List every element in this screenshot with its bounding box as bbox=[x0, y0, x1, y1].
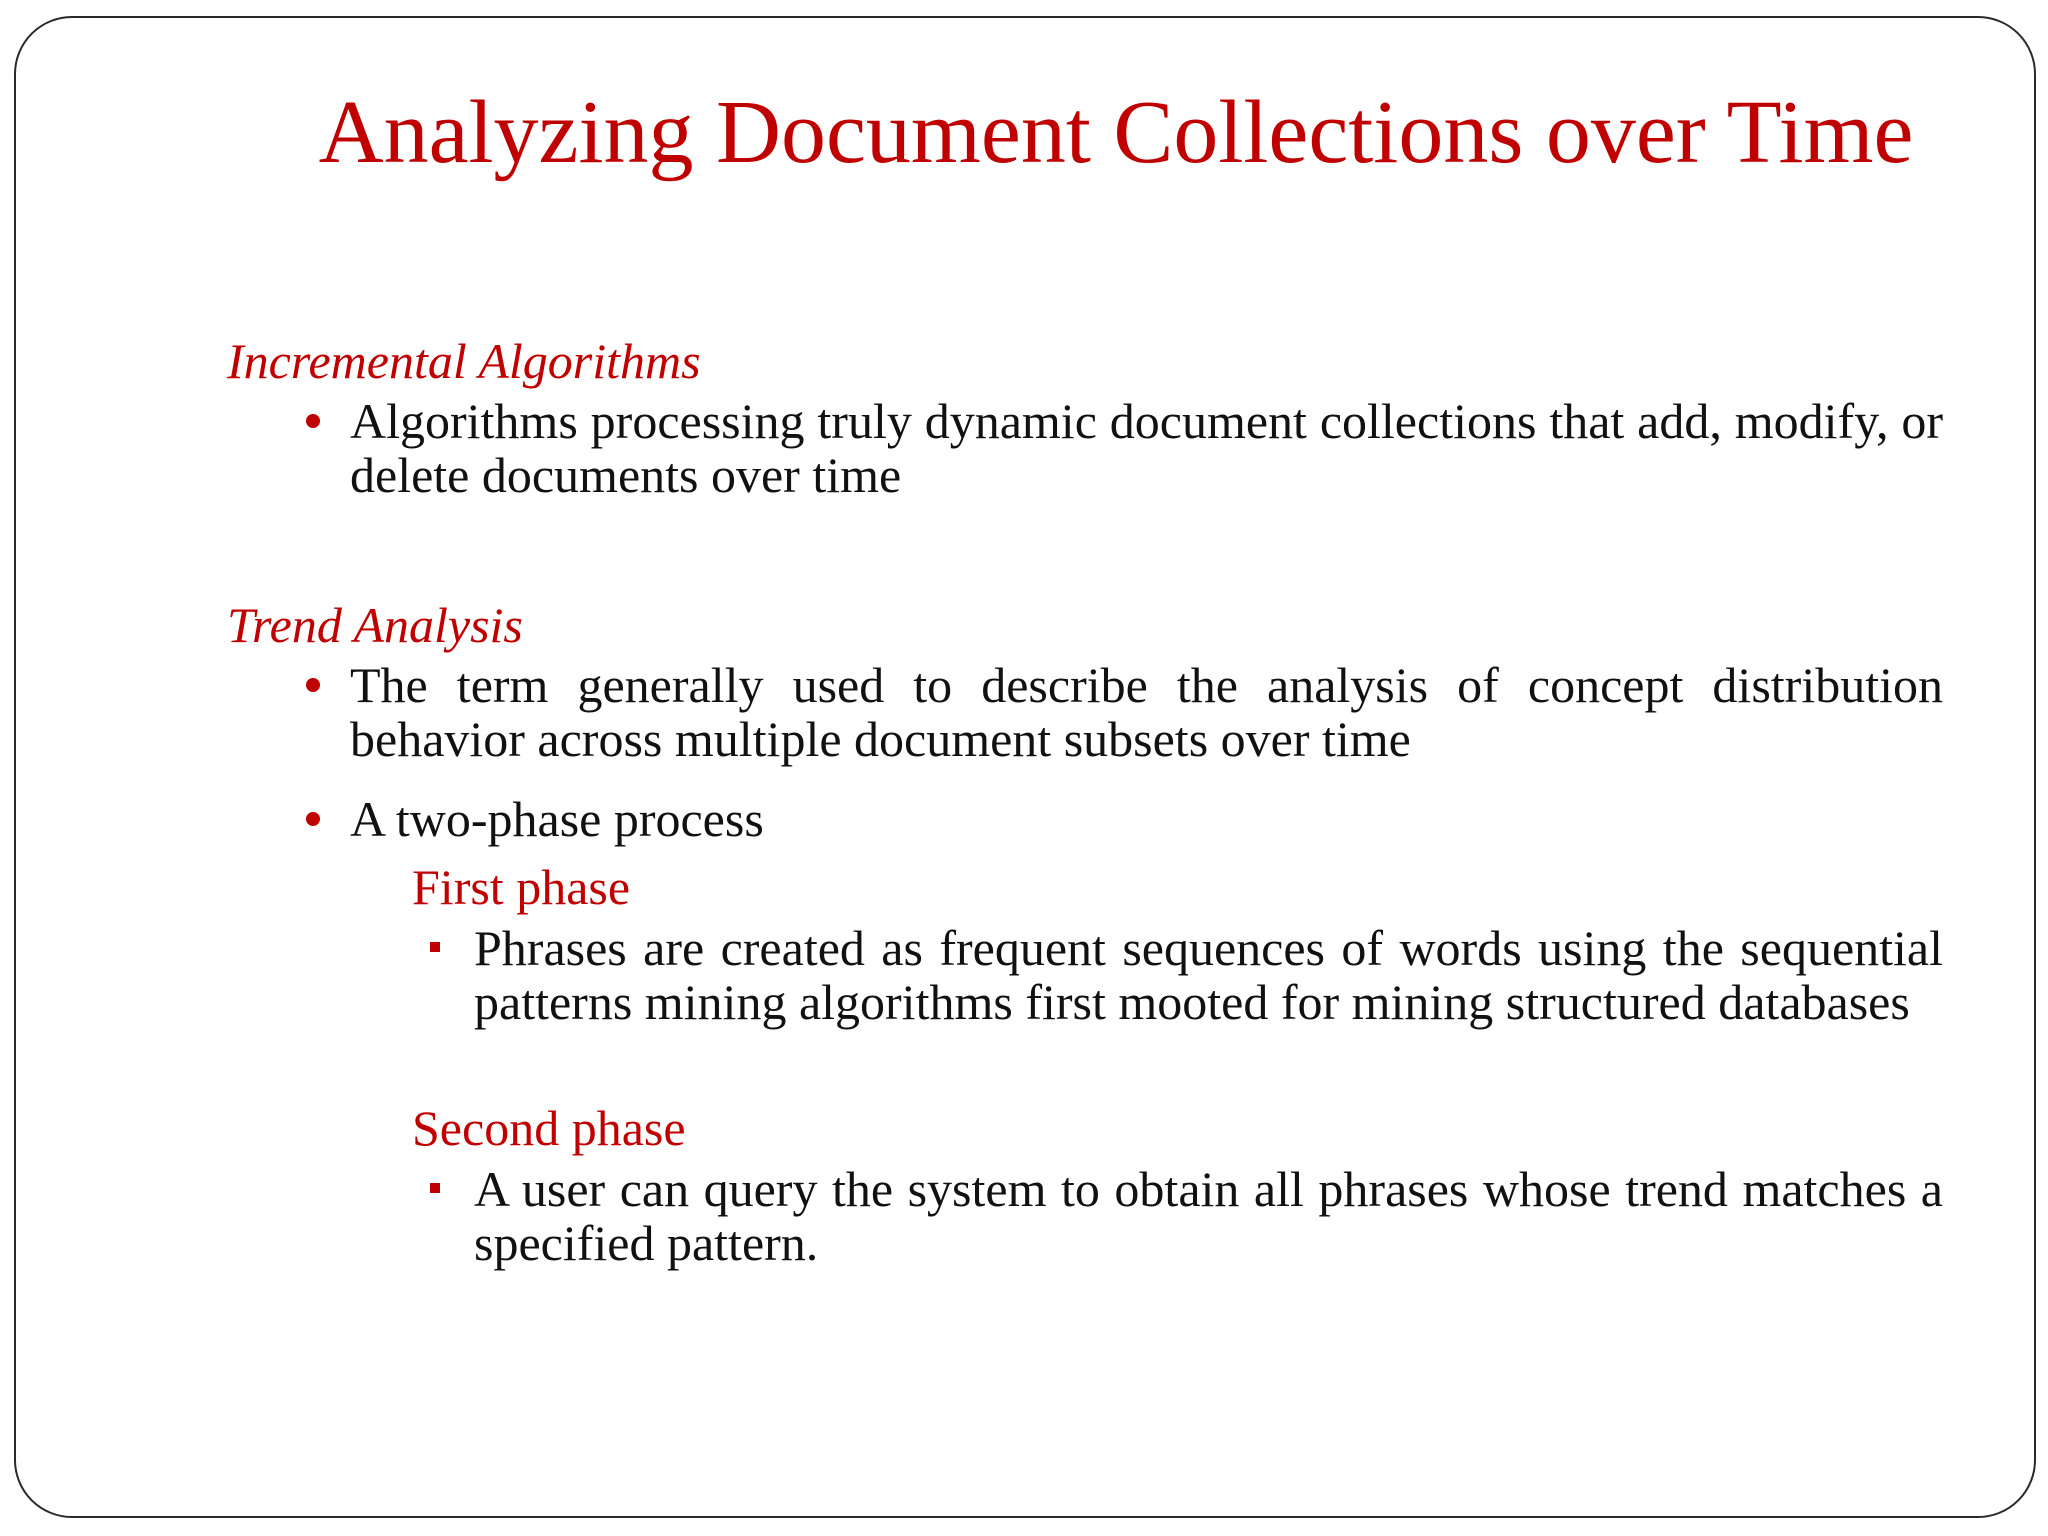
phase-heading-second: Second phase bbox=[412, 1100, 686, 1156]
phase-item-first: Phrases are created as frequent sequences of words using the sequential patterns mining algorithms first mooted for mining structured databases bbox=[474, 920, 1943, 1030]
section-heading-trend-analysis: Trend Analysis bbox=[227, 597, 523, 653]
bullet-trend-definition: The term generally used to describe the analysis of concept distribution behavior across multiple document subsets over time bbox=[350, 657, 1943, 767]
square-bullet-icon bbox=[430, 942, 440, 952]
bullet-incremental-algorithms: Algorithms processing truly dynamic document collections that add, modify, or delete documents over time bbox=[350, 393, 1943, 503]
slide-title: Analyzing Document Collections over Time bbox=[318, 83, 1914, 182]
bullet-dot-icon bbox=[306, 812, 320, 826]
bullet-dot-icon bbox=[306, 414, 320, 428]
phase-heading-first: First phase bbox=[412, 859, 631, 915]
square-bullet-icon bbox=[430, 1183, 440, 1193]
slide-frame bbox=[14, 16, 2036, 1518]
bullet-two-phase: A two-phase process bbox=[350, 791, 764, 847]
phase-item-second: A user can query the system to obtain all phrases whose trend matches a specified pattern. bbox=[474, 1161, 1943, 1271]
section-heading-incremental: Incremental Algorithms bbox=[227, 333, 701, 389]
bullet-dot-icon bbox=[306, 678, 320, 692]
